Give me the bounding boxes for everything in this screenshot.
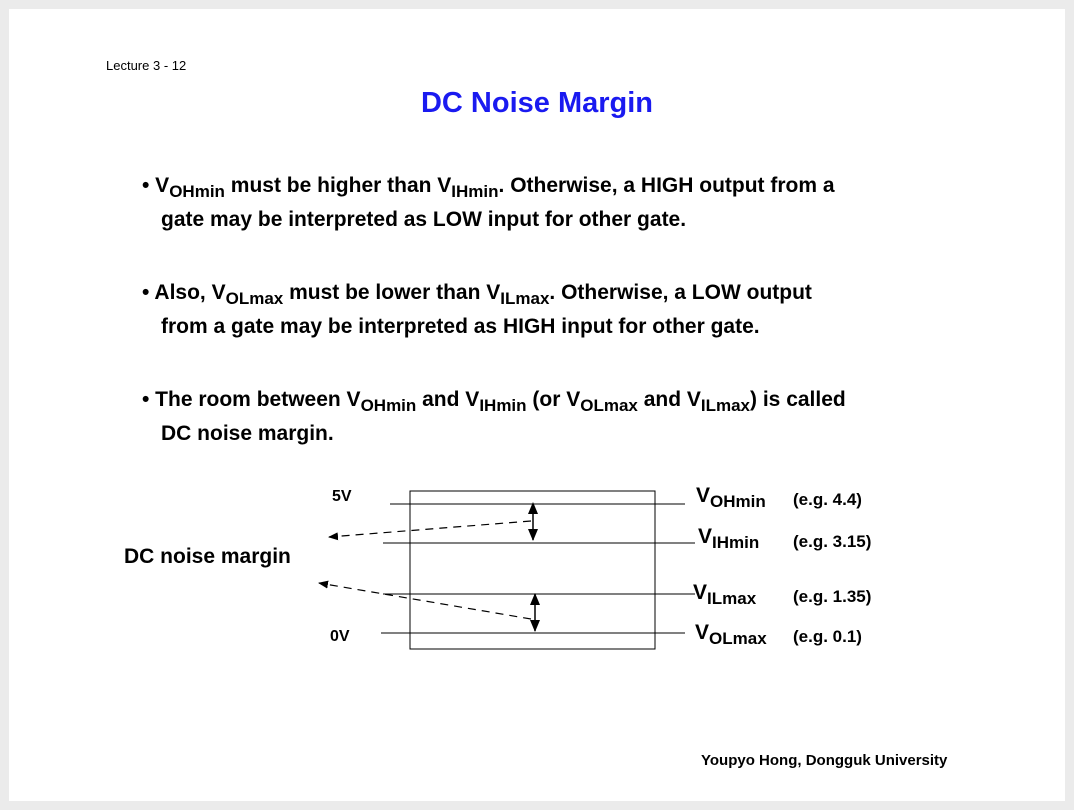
vihmin-example: (e.g. 3.15) [793,532,872,551]
subscript: IHmin [451,182,499,201]
bullet-3-line-2: DC noise margin. [161,422,334,445]
slide-title: DC Noise Margin [420,87,654,119]
lecture-number: Lecture 3 - 12 [106,58,187,73]
subscript: IHmin [479,396,527,415]
subscript: OHmin [360,396,417,415]
vohmin-label: $V_{OHmin}$ [696,484,766,511]
vilmax-label: $V_{ILmax}$ [693,581,757,608]
subscript: ILmax [500,289,550,308]
rail-5v-label: 5V [332,488,352,505]
volmax-label: $V_{OLmax}$ [695,621,767,648]
lower-arrow-head-top [530,593,540,605]
upper-arrow-head-bottom [528,529,538,541]
subscript: OHmin [169,182,225,201]
vilmax-example: (e.g. 1.35) [793,587,872,606]
bullet-2-line-2: from a gate may be interpreted as HIGH input for other gate. [161,315,760,338]
subscript: ILmax [700,396,751,415]
vohmin-example: (e.g. 4.4) [793,490,862,509]
lower-arrow-head-bottom [530,620,540,632]
footer-author: Youpyo Hong, Dongguk University [701,752,948,769]
vihmin-label: $V_{IHmin}$ [698,525,760,552]
volmax-example: (e.g. 0.1) [793,627,862,646]
slide [9,9,1065,801]
dc-noise-margin-label: DC noise margin [124,545,291,568]
noise-margin-diagram [9,9,1065,801]
bullet-3-line-1: • The room between $V_{OHmin}$ and $V_{IHmin}$ (or $V_{OLmax}$ and $V_{ILmax}$) is called [142,388,846,415]
subscript: OLmax [580,396,638,415]
rail-0v-label: 0V [330,628,350,645]
bullet-2-line-1: • Also, $V_{OLmax}$ must be lower than $V_{ILmax}$. Otherwise, a LOW output [142,281,812,308]
lower-dashed-pointer [319,583,531,619]
bullet-1-line-1: • $V_{OHmin}$ must be higher than $V_{IHmin}$. Otherwise, a HIGH output from a [142,174,835,201]
upper-dashed-pointer [329,521,531,537]
subscript: OLmax [225,289,284,308]
bullet-1-line-2: gate may be interpreted as LOW input for other gate. [161,208,687,231]
